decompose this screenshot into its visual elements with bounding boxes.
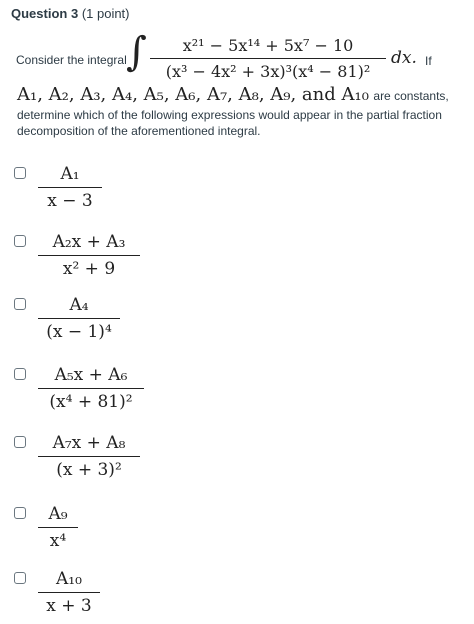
option-numerator: A₉	[48, 504, 68, 524]
option-numerator: A₄	[69, 295, 89, 315]
option-fraction	[38, 504, 78, 551]
option-checkbox[interactable]	[14, 235, 26, 247]
integral-sign-icon: ∫	[126, 29, 147, 75]
integrand-numerator: x²¹ − 5x¹⁴ + 5x⁷ − 10	[182, 36, 354, 55]
option-numerator: A₇x + A₈	[52, 433, 126, 453]
option-numerator: A₅x + A₆	[54, 365, 128, 385]
option-checkbox[interactable]	[14, 298, 26, 310]
option-denominator: (x⁴ + 81)²	[49, 392, 133, 412]
integrand-denominator: (x³ − 4x² + 3x)³(x⁴ − 81)²	[165, 62, 371, 81]
option-fraction	[38, 232, 140, 279]
fraction-bar	[38, 318, 120, 319]
option-checkbox[interactable]	[14, 436, 26, 448]
option-fraction	[38, 365, 144, 412]
option-denominator: x + 3	[46, 596, 92, 616]
fraction-bar	[38, 187, 102, 188]
constants-row	[17, 84, 449, 105]
constants-tail: are constants,	[373, 89, 449, 103]
fraction-bar	[38, 592, 100, 593]
fraction-bar	[38, 527, 78, 528]
if-text: If	[425, 54, 432, 68]
option-checkbox[interactable]	[14, 167, 26, 179]
option-denominator: (x + 3)²	[56, 460, 122, 480]
question-title: Question 3	[11, 6, 79, 21]
option-denominator: x² + 9	[62, 259, 116, 279]
option-numerator: A₁₀	[56, 569, 82, 589]
fraction-bar	[150, 58, 386, 59]
question-description: determine which of the following expressions would appear in the partial fraction decomposition of the aforementioned integral.	[17, 108, 442, 138]
question-points: (1 point)	[81, 6, 130, 21]
option-denominator: (x − 1)⁴	[46, 322, 112, 342]
option-denominator: x⁴	[49, 531, 67, 551]
option-fraction	[38, 569, 100, 616]
constants-list: A₁, A₂, A₃, A₄, A₅, A₆, A₇, A₈, A₉, and A₁₀	[17, 84, 369, 105]
fraction-bar	[38, 456, 140, 457]
integrand-fraction	[150, 36, 386, 81]
option-numerator: A₁	[60, 164, 80, 184]
intro-lead-text: Consider the integral	[16, 53, 127, 67]
option-fraction	[38, 164, 102, 211]
option-checkbox[interactable]	[14, 368, 26, 380]
option-numerator: A₂x + A₃	[52, 232, 126, 252]
question-header	[11, 6, 130, 21]
fraction-bar	[38, 255, 140, 256]
option-fraction	[38, 295, 120, 342]
differential: dx.	[391, 48, 417, 68]
fraction-bar	[38, 388, 144, 389]
option-denominator: x − 3	[47, 191, 93, 211]
option-fraction	[38, 433, 140, 480]
option-checkbox[interactable]	[14, 507, 26, 519]
option-checkbox[interactable]	[14, 572, 26, 584]
